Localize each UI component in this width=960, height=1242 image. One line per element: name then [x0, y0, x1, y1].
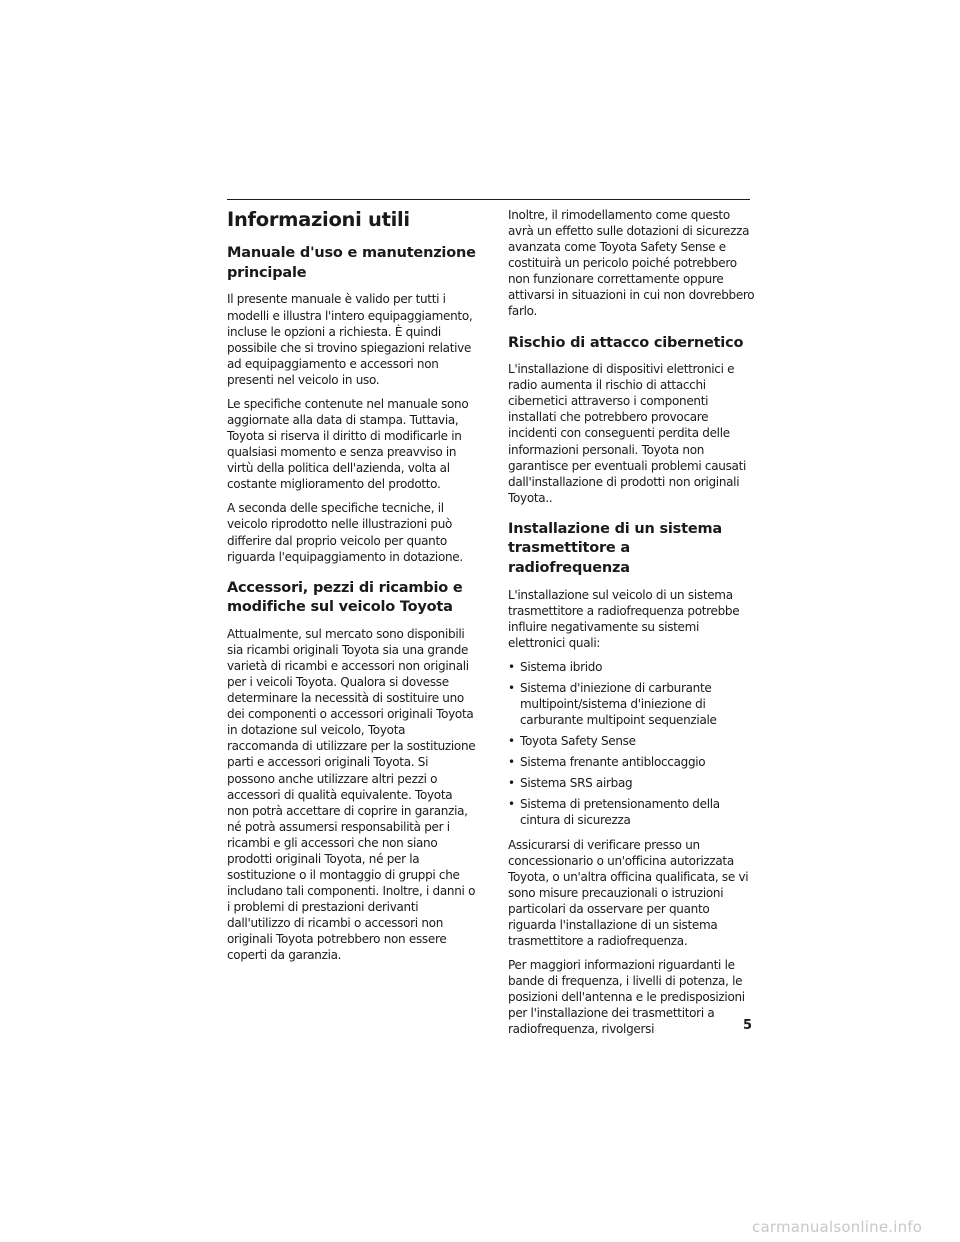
- bullet-list: [508, 659, 756, 829]
- heading-cyber: Rischio di attacco cibernetico: [508, 334, 744, 351]
- list-item: • Sistema d'iniezione di carburante multipoint/sistema d'iniezione di carburante multipoint sequenziale: [508, 680, 756, 728]
- list-item: • Sistema ibrido: [508, 659, 756, 675]
- paragraph: Attualmente, sul mercato sono disponibili sia ricambi originali Toyota sia una grande varietà di ricambi e accessori non originali per i veicoli Toyota. Qualora si dovesse determinare la necessità di sostituire uno dei componenti o accessori originali Toyota in dotazione sul veicolo, Toyota raccomanda di utilizzare per la sostituzione parti e accessori originali Toyota. Si possono anche utilizzare altri pezzi o accessori di qualità equivalente. Toyota non potrà accettare di coprire in garanzia, né potrà assumersi responsabilità per i ricambi e gli accessori che non siano prodotti originali Toyota, né per la sostituzione o il montaggio di gruppi che includano tali componenti. Inoltre, i danni o i problemi di prestazioni derivanti dall'utilizzo di ricambi o accessori non originali Toyota potrebbero non essere coperti da garanzia.: [227, 626, 476, 963]
- left-column: [227, 207, 477, 971]
- list-item: • Sistema SRS airbag: [508, 775, 756, 791]
- paragraph: L'installazione di dispositivi elettronici e radio aumenta il rischio di attacchi cibernetici attraverso i componenti installati che potrebbero provocare incidenti con conseguenti perdita delle informazioni personali. Toyota non garantisce per eventuali problemi causati dall'installazione di prodotti non originali Toyota..: [508, 362, 747, 505]
- heading-manuale: Manuale d'uso e manutenzione principale: [227, 245, 476, 281]
- heading-accessori: Accessori, pezzi di ricambio e modifiche sul veicolo Toyota: [227, 579, 463, 616]
- paragraph: Assicurarsi di verificare presso un concessionario o un'officina autorizzata Toyota, o un'altra officina qualificata, se vi sono misure precauzionali o istruzioni particolari da osservare per quanto riguarda l'installazione di un sistema trasmettitore a radiofrequenza.: [508, 837, 749, 948]
- paragraph: Il presente manuale è valido per tutti i modelli e illustra l'intero equipaggiamento, incluse le opzioni a richiesta. È quindi possibile che si trovino spiegazioni relative ad equipaggiamento e accessori non presenti nel veicolo in uso.: [227, 292, 473, 387]
- paragraph: L'installazione sul veicolo di un sistema trasmettitore a radiofrequenza potrebbe influire negativamente su sistemi elettronici quali:: [508, 587, 740, 650]
- paragraph: A seconda delle specifiche tecniche, il veicolo riprodotto nelle illustrazioni può differire dal proprio veicolo per quanto riguarda l'equipaggiamento in dotazione.: [227, 501, 463, 564]
- right-column: [508, 207, 756, 1045]
- paragraph: Per maggiori informazioni riguardanti le bande di frequenza, i livelli di potenza, le posizioni dell'antenna e le predisposizioni per l'installazione dei trasmettitori a radiofrequenza, rivolgersi: [508, 958, 745, 1037]
- list-item: • Sistema di pretensionamento della cintura di sicurezza: [508, 796, 756, 828]
- page-title: Informazioni utili: [227, 208, 410, 231]
- paragraph: Inoltre, il rimodellamento come questo avrà un effetto sulle dotazioni di sicurezza avanzata come Toyota Safety Sense e costituirà un pericolo poiché potrebbero non funzionare correttamente oppure attivarsi in situazioni in cui non dovrebbero farlo.: [508, 208, 755, 319]
- watermark: carmanualsonline.info: [752, 1218, 923, 1236]
- list-item: • Toyota Safety Sense: [508, 733, 756, 749]
- page-number: 5: [743, 1018, 753, 1033]
- list-item: • Sistema frenante antibloccaggio: [508, 754, 756, 770]
- paragraph: Le specifiche contenute nel manuale sono aggiornate alla data di stampa. Tuttavia, Toyota si riserva il diritto di modificarle in qualsiasi momento e senza preavviso in virtù della politica dell'azienda, volta al costante miglioramento del prodotto.: [227, 396, 469, 492]
- heading-radio: Installazione di un sistema trasmettitore a radiofrequenza: [508, 520, 722, 576]
- top-rule: [227, 199, 750, 200]
